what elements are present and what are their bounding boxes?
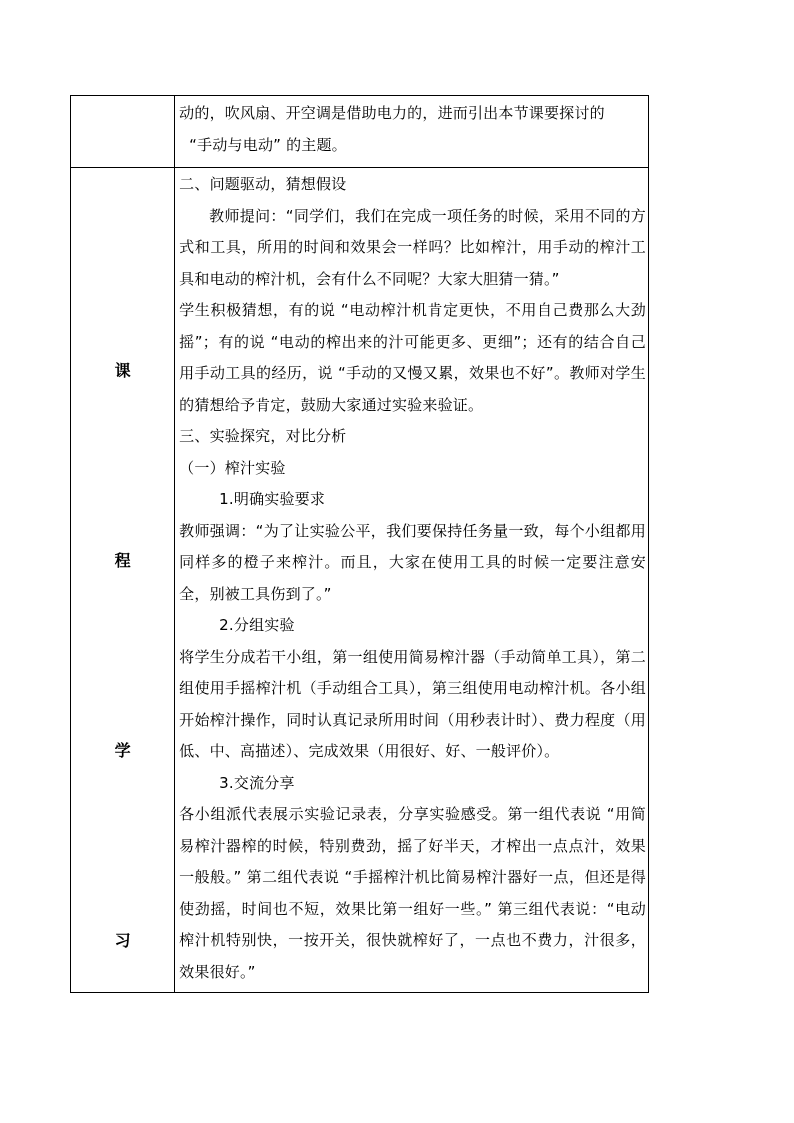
table-row-process [71,168,649,993]
intro-line: “手动与电动” 的主题。 [189,135,347,154]
intro-cell [175,96,649,168]
paragraph: 教师提问：“同学们，我们在完成一项任务的时候，采用不同的方式和工具，所用的时间和效果会一样吗？比如榨汁，用手动的榨汁工具和电动的榨汁机，会有什么不同呢？大家大胆猜一猜。” [179,206,646,288]
side-label-char: 程 [114,551,131,570]
label-cell-empty [71,96,175,168]
paragraph: 各小组派代表展示实验记录表，分享实验感受。第一组代表说 “用简易榨汁器榨的时候，特别费劲，摇了好半天，才榨出一点点汁，效果一般般。” 第二组代表说 “手摇榨汁机比简易榨汁器好一点，但还是得使劲摇，时间也不短，效果比第一组好一些。” 第三组代表说：“电动榨汁机特别快，一按开关，很快就榨好了，一点也不费力，汁很多，效果很好。” [179,805,646,981]
section-heading: 三、实验探究，对比分析 [179,427,347,445]
lesson-table [70,95,649,993]
intro-line: 动的，吹风扇、开空调是借助电力的，进而引出本节课要探讨的 [179,104,605,122]
subsection-heading: （一）榨汁实验 [179,458,286,477]
side-label-char: 学 [114,741,131,760]
step-heading: 3.交流分享 [219,773,295,792]
paragraph: 学生积极猜想，有的说 “电动榨汁机肯定更快，不用自己费那么大劲摇”；有的说 “电动的榨出来的汁可能更多、更细”；还有的结合自己用手动工具的经历，说 “手动的又慢又累，效果也不好”。教师对学生的猜想给予肯定，鼓励大家通过实验来验证。 [179,301,646,414]
section-heading: 二、问题驱动，猜想假设 [179,175,347,193]
side-label-cell [71,168,175,993]
paragraph: 将学生分成若干小组，第一组使用简易榨汁器（手动简单工具），第二组使用手摇榨汁机（手动组合工具），第三组使用电动榨汁机。各小组开始榨汁操作，同时认真记录所用时间（用秒表计时）、费力程度（用低、中、高描述）、完成效果（用很好、好、一般评价）。 [179,647,646,760]
side-label-char: 课 [114,361,131,380]
step-heading: 2.分组实验 [219,616,295,634]
table-row-intro [71,96,649,168]
side-label-char: 习 [114,931,131,950]
paragraph: 教师强调：“为了让实验公平，我们要保持任务量一致，每个小组都用同样多的橙子来榨汁。而且，大家在使用工具的时候一定要注意安全，别被工具伤到了。” [179,521,646,603]
process-content-cell [175,168,649,993]
step-heading: 1.明确实验要求 [219,490,326,508]
